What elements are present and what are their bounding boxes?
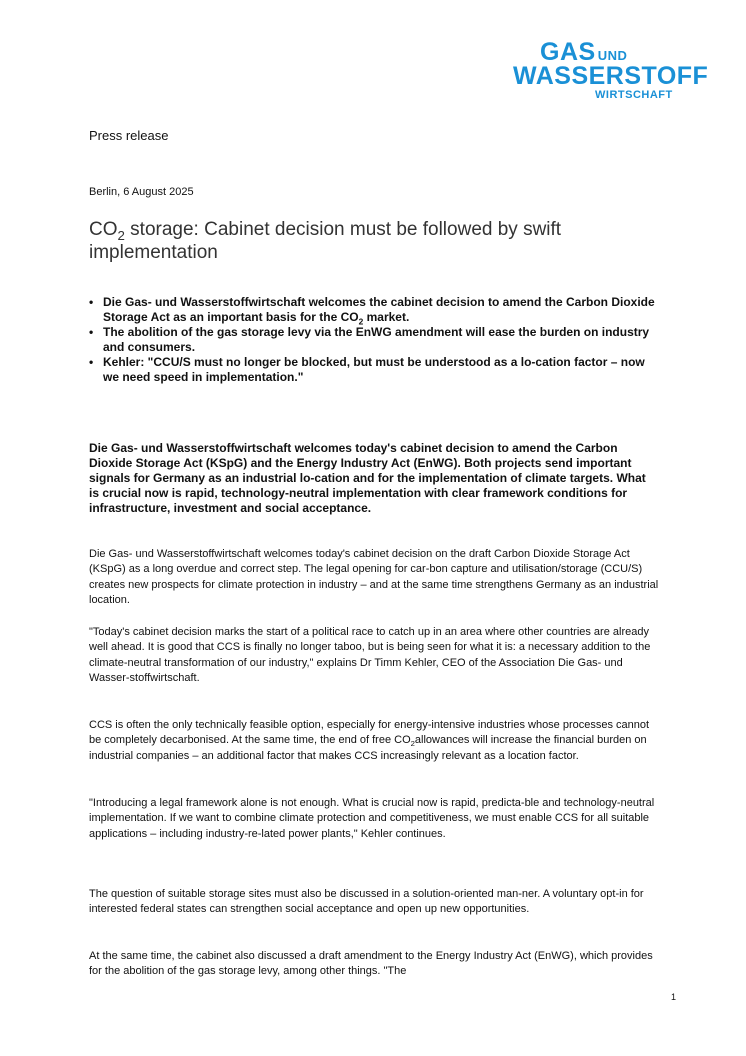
key-point-item — [89, 355, 659, 385]
key-point-text-end: market. — [363, 310, 410, 324]
title-subscript: 2 — [117, 227, 125, 243]
paragraph-3-subscript: 2 — [410, 739, 415, 749]
body-paragraph-4: "Introducing a legal framework alone is not enough. What is crucial now is rapid, predicta-ble and technology-neutral implementation. If we want to combine climate protection and competitiveness, we must enable CCS for all suitable applications – including industry-re-lated power plants," Kehler continues. — [89, 797, 655, 840]
page-number: 1 — [671, 992, 677, 1002]
body-paragraph-2: "Today's cabinet decision marks the start of a political race to catch up in an area where other countries are already well ahead. It is good that CCS is finally no longer taboo, but is being seen for what it is: a necessary addition to the climate-neutral transformation of our industry," explains Dr Timm Kehler, CEO of the Association Die Gas- und Wasser-stoffwirtschaft. — [89, 626, 651, 684]
key-point-text: Kehler: "CCU/S must no longer be blocked, but must be understood as a lo-cation factor – now we need speed in implementation." — [103, 355, 645, 384]
key-point-subscript: 2 — [358, 316, 364, 327]
logo-gas: GAS — [540, 38, 596, 66]
body-paragraph-3 — [89, 718, 659, 764]
key-point-text: The abolition of the gas storage levy via the EnWG amendment will ease the burden on industry and consumers. — [103, 325, 650, 354]
bullet-marker: • — [89, 325, 94, 339]
bullet-marker: • — [89, 295, 94, 309]
company-logo — [513, 40, 708, 104]
body-paragraph-1: Die Gas- und Wasserstoffwirtschaft welcomes today's cabinet decision on the draft Carbon Dioxide Storage Act (KSpG) as a long overdue and correct step. The legal opening for car-bon capture and utilisation/storage (CCU/S) creates new prospects for climate protection in industry – and at the same time strengthens Germany as an industrial location. — [89, 548, 659, 606]
paragraph-3-text-end: allowances will increase the financial burden on industrial companies – an additional factor that makes CCS increasingly relevant as a location factor. — [89, 734, 647, 762]
bullet-marker: • — [89, 355, 94, 369]
logo-wirtschaft: WIRTSCHAFT — [595, 89, 673, 101]
key-point-item — [89, 325, 659, 355]
key-points-list — [89, 295, 659, 385]
key-point-item — [89, 295, 659, 325]
document-type: Press release — [89, 128, 169, 143]
dateline: Berlin, 6 August 2025 — [89, 186, 194, 198]
lead-paragraph: Die Gas- und Wasserstoffwirtschaft welcomes today's cabinet decision to amend the Carbon Dioxide Storage Act (KSpG) and the Energy Industry Act (EnWG). Both projects send important signals for Germany as an industrial lo-cation and for the implementation of climate targets. What is crucial now is rapid, technology-neutral implementation with clear framework conditions for infrastructure, investment and social acceptance. — [89, 441, 646, 515]
paragraph-3-text: CCS is often the only technically feasible option, especially for energy-intensive industries whose processes cannot be completely decarbonised. At the same time, the end of free CO — [89, 719, 650, 747]
body-paragraph-6: At the same time, the cabinet also discussed a draft amendment to the Energy Industry Act (EnWG), which provides for the abolition of the gas storage levy, among other things. "The — [89, 950, 653, 978]
logo-und: UND — [597, 48, 628, 63]
key-point-text: Die Gas- und Wasserstoffwirtschaft welcomes the cabinet decision to amend the Carbon Dioxide Storage Act as an important basis for the CO — [103, 295, 655, 324]
logo-wasserstoff: WASSERSTOFF — [513, 62, 709, 90]
title-part2: storage: Cabinet decision must be followed by swift implementation — [89, 219, 562, 263]
title-part1: CO — [89, 219, 118, 240]
press-release-title — [89, 218, 664, 264]
body-paragraph-5: The question of suitable storage sites must also be discussed in a solution-oriented man-ner. A voluntary opt-in for interested federal states can strengthen social acceptance and open up new opportunities. — [89, 888, 644, 916]
